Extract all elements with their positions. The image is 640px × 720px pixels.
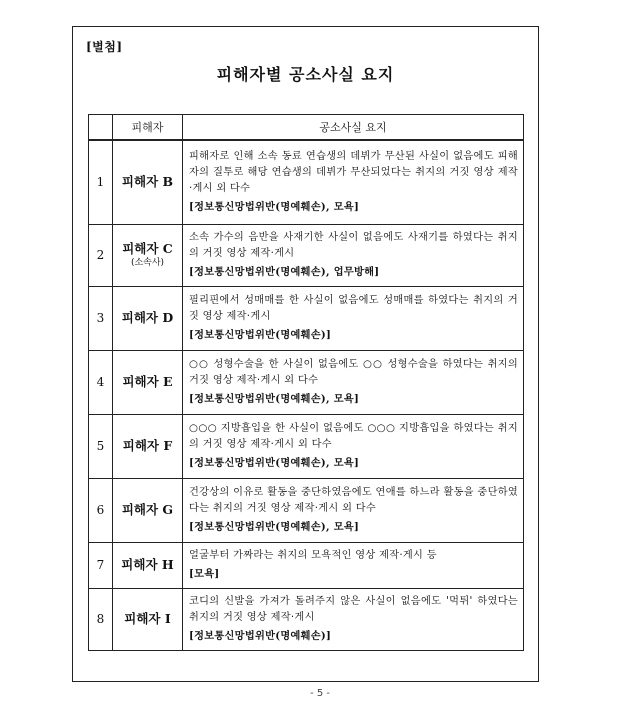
table-row	[89, 414, 524, 478]
victim-label: 피해자 F	[122, 438, 173, 454]
table-row	[89, 350, 524, 414]
allegation-text: 피해자로 인해 소속 동료 연습생의 데뷔가 무산된 사실이 없음에도 피해자의 질투로 해당 연습생의 데뷔가 무산되었다는 취지의 거짓 영상 제작·게시 외 다수	[189, 151, 518, 195]
summary-cell	[183, 542, 524, 588]
victim-note: (소속사)	[130, 258, 165, 269]
victim-name	[113, 414, 183, 478]
allegation-text: 필리핀에서 성매매를 한 사실이 없음에도 성매매를 하였다는 취지의 거짓 영상 제작·게시	[189, 295, 518, 322]
victim-label: 피해자 D	[121, 310, 174, 326]
victim-name	[113, 588, 183, 650]
charge-text: [정보통신망법위반(명예훼손), 모욕]	[189, 521, 360, 533]
table-row	[89, 478, 524, 542]
charge-text: [정보통신망법위반(명예훼손)]	[189, 329, 332, 341]
victim-label: 피해자 E	[122, 374, 173, 390]
charge-text: [정보통신망법위반(명예훼손)]	[189, 630, 332, 642]
victim-name	[113, 542, 183, 588]
table-row	[89, 542, 524, 588]
document-title: 피해자별 공소사실 요지	[216, 65, 395, 84]
row-number: 8	[89, 588, 113, 650]
allegation-text: ○○ 성형수술을 한 사실이 없음에도 ○○ 성형수술을 하였다는 취지의 거짓 영상 제작·게시 외 다수	[189, 359, 518, 386]
row-number: 7	[89, 542, 113, 588]
header-victim: 피해자	[113, 115, 183, 141]
indictment-summary-table	[88, 114, 524, 651]
allegation-text: 얼굴부터 가짜라는 취지의 모욕적인 영상 제작·게시 등	[189, 550, 437, 561]
charge-text: [정보통신망법위반(명예훼손), 모욕]	[189, 393, 360, 405]
victim-name	[113, 478, 183, 542]
table-header-row	[89, 115, 524, 141]
row-number: 6	[89, 478, 113, 542]
summary-cell	[183, 588, 524, 650]
table-row	[89, 588, 524, 650]
victim-name	[113, 224, 183, 286]
table-row	[89, 140, 524, 224]
summary-cell	[183, 350, 524, 414]
charge-text: [정보통신망법위반(명예훼손), 업무방해]	[189, 266, 380, 278]
row-number: 2	[89, 224, 113, 286]
victim-name	[113, 286, 183, 350]
summary-cell	[183, 478, 524, 542]
allegation-text: ○○○ 지방흡입을 한 사실이 없음에도 ○○○ 지방흡입을 하였다는 취지의 거짓 영상 제작·게시 외 다수	[189, 423, 518, 450]
table-row	[89, 286, 524, 350]
header-summary: 공소사실 요지	[183, 115, 524, 141]
allegation-text: 코디의 신발을 가져가 돌려주지 않은 사실이 없음에도 '먹튀' 하였다는 취지의 거짓 영상 제작·게시	[189, 596, 518, 623]
table-row	[89, 224, 524, 286]
summary-cell	[183, 224, 524, 286]
charge-text: [모욕]	[189, 568, 220, 580]
summary-cell	[183, 286, 524, 350]
summary-cell	[183, 140, 524, 224]
row-number: 3	[89, 286, 113, 350]
page-number: - 5 -	[310, 688, 330, 699]
victim-label: 피해자 H	[121, 557, 174, 573]
header-number	[89, 115, 113, 141]
annex-label: [별첨]	[86, 40, 123, 54]
row-number: 1	[89, 140, 113, 224]
charge-text: [정보통신망법위반(명예훼손), 모욕]	[189, 457, 360, 469]
row-number: 4	[89, 350, 113, 414]
victim-label: 피해자 B	[121, 174, 174, 190]
victim-name	[113, 140, 183, 224]
charge-text: [정보통신망법위반(명예훼손), 모욕]	[189, 201, 360, 214]
victim-name	[113, 350, 183, 414]
row-number: 5	[89, 414, 113, 478]
allegation-text: 건강상의 이유로 활동을 중단하였음에도 연애를 하느라 활동을 중단하였다는 취지의 거짓 영상 제작·게시 외 다수	[189, 487, 518, 514]
summary-cell	[183, 414, 524, 478]
victim-label: 피해자 G	[121, 502, 174, 518]
allegation-text: 소속 가수의 음반을 사재기한 사실이 없음에도 사재기를 하였다는 취지의 거짓 영상 제작·게시	[189, 232, 518, 259]
victim-label: 피해자 I	[124, 611, 171, 627]
victim-label: 피해자 C	[122, 240, 173, 256]
